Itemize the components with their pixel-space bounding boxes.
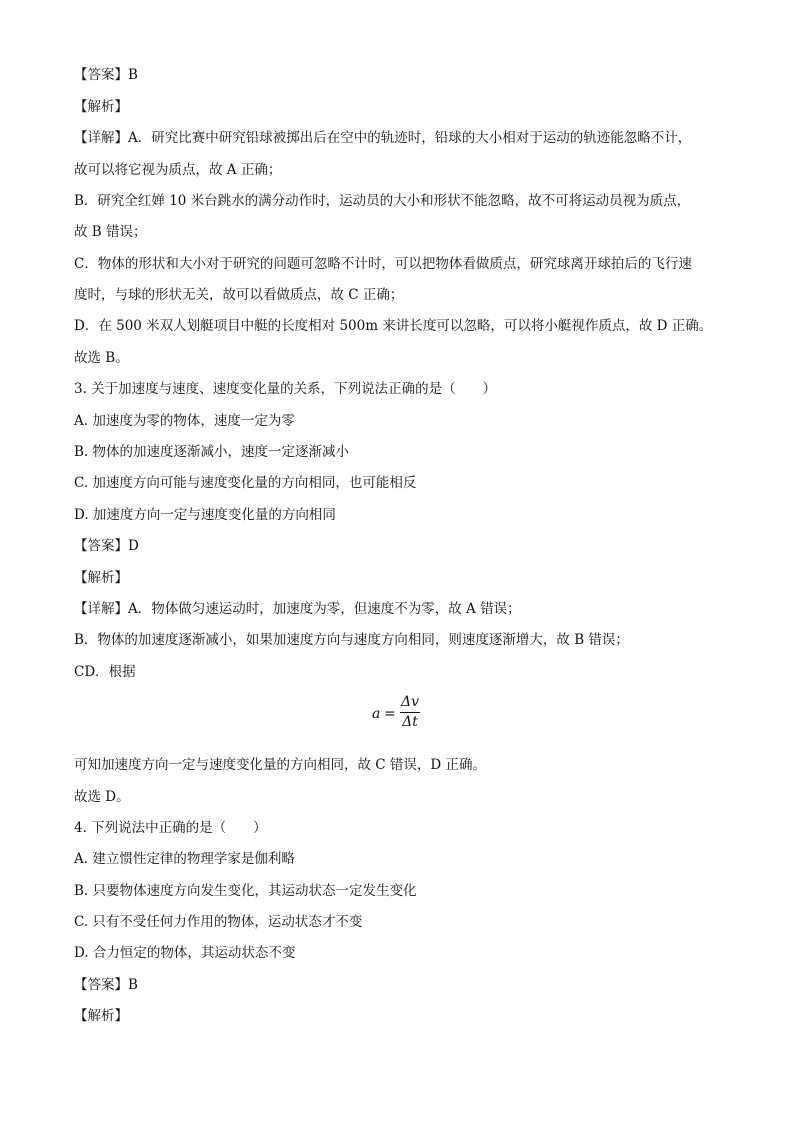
formula-lhs: a: [372, 706, 381, 722]
answer-label: 【答案】D: [74, 538, 139, 554]
formula-numerator: Δv: [400, 694, 420, 710]
question-4-stem: 4. 下列说法中正确的是（ ）: [74, 820, 267, 836]
formula-fraction: [400, 694, 420, 731]
explanation-line: D．在 500 米双人划艇项目中艇的长度相对 500m 来讲长度可以忽略，可以将小艇视作质点，故 D 正确。: [74, 318, 713, 334]
formula-denominator: Δt: [402, 714, 418, 730]
explanation-line: 故 B 错误；: [74, 224, 147, 240]
option-c: C. 加速度方向可能与速度变化量的方向相同，也可能相反: [74, 475, 417, 491]
answer-label: 【答案】B: [74, 977, 138, 993]
answer-label: 【答案】B: [74, 67, 138, 83]
fraction-bar: [400, 712, 420, 713]
option-c: C. 只有不受任何力作用的物体，运动状态才不变: [74, 914, 363, 930]
explanation-line: B．研究全红婵 10 米台跳水的满分动作时，运动员的大小和形状不能忽略，故不可将运动员视为质点，: [74, 193, 691, 209]
option-b: B. 物体的加速度逐渐减小，速度一定逐渐减小: [74, 444, 350, 460]
conclusion-line: 故选 D。: [74, 789, 130, 805]
explanation-line: 【详解】A．物体做匀速运动时，加速度为零，但速度不为零，故 A 错误；: [74, 601, 521, 617]
option-b: B. 只要物体速度方向发生变化，其运动状态一定发生变化: [74, 883, 417, 899]
explanation-line: 度时，与球的形状无关，故可以看做质点，故 C 正确；: [74, 287, 404, 303]
option-a: A. 加速度为零的物体，速度一定为零: [74, 413, 295, 429]
acceleration-formula: [372, 694, 432, 734]
explanation-line: C．物体的形状和大小对于研究的问题可忽略不计时，可以把物体看做质点，研究球离开球拍后的飞行速: [74, 256, 692, 272]
conclusion-line: 故选 B。: [74, 350, 129, 366]
explanation-line: 故可以将它视为质点，故 A 正确；: [74, 162, 282, 178]
option-a: A. 建立惯性定律的物理学家是伽利略: [74, 851, 295, 867]
question-3-stem: 3. 关于加速度与速度、速度变化量的关系，下列说法正确的是（ ）: [74, 381, 497, 397]
explanation-line: B．物体的加速度逐渐减小，如果加速度方向与速度方向相同，则速度逐渐增大，故 B 错误；: [74, 632, 629, 648]
analysis-label: 【解析】: [74, 1008, 128, 1024]
explanation-line: CD．根据: [74, 664, 136, 680]
analysis-label: 【解析】: [74, 99, 128, 115]
explanation-line: 【详解】A．研究比赛中研究铅球被掷出后在空中的轨迹时，铅球的大小相对于运动的轨迹能忽略不计，: [74, 130, 692, 146]
option-d: D. 合力恒定的物体，其运动状态不变: [74, 945, 296, 961]
explanation-line: 可知加速度方向一定与速度变化量的方向相同，故 C 错误，D 正确。: [74, 757, 487, 773]
analysis-label: 【解析】: [74, 570, 128, 586]
option-d: D. 加速度方向一定与速度变化量的方向相同: [74, 507, 336, 523]
formula-equals: =: [384, 706, 396, 722]
